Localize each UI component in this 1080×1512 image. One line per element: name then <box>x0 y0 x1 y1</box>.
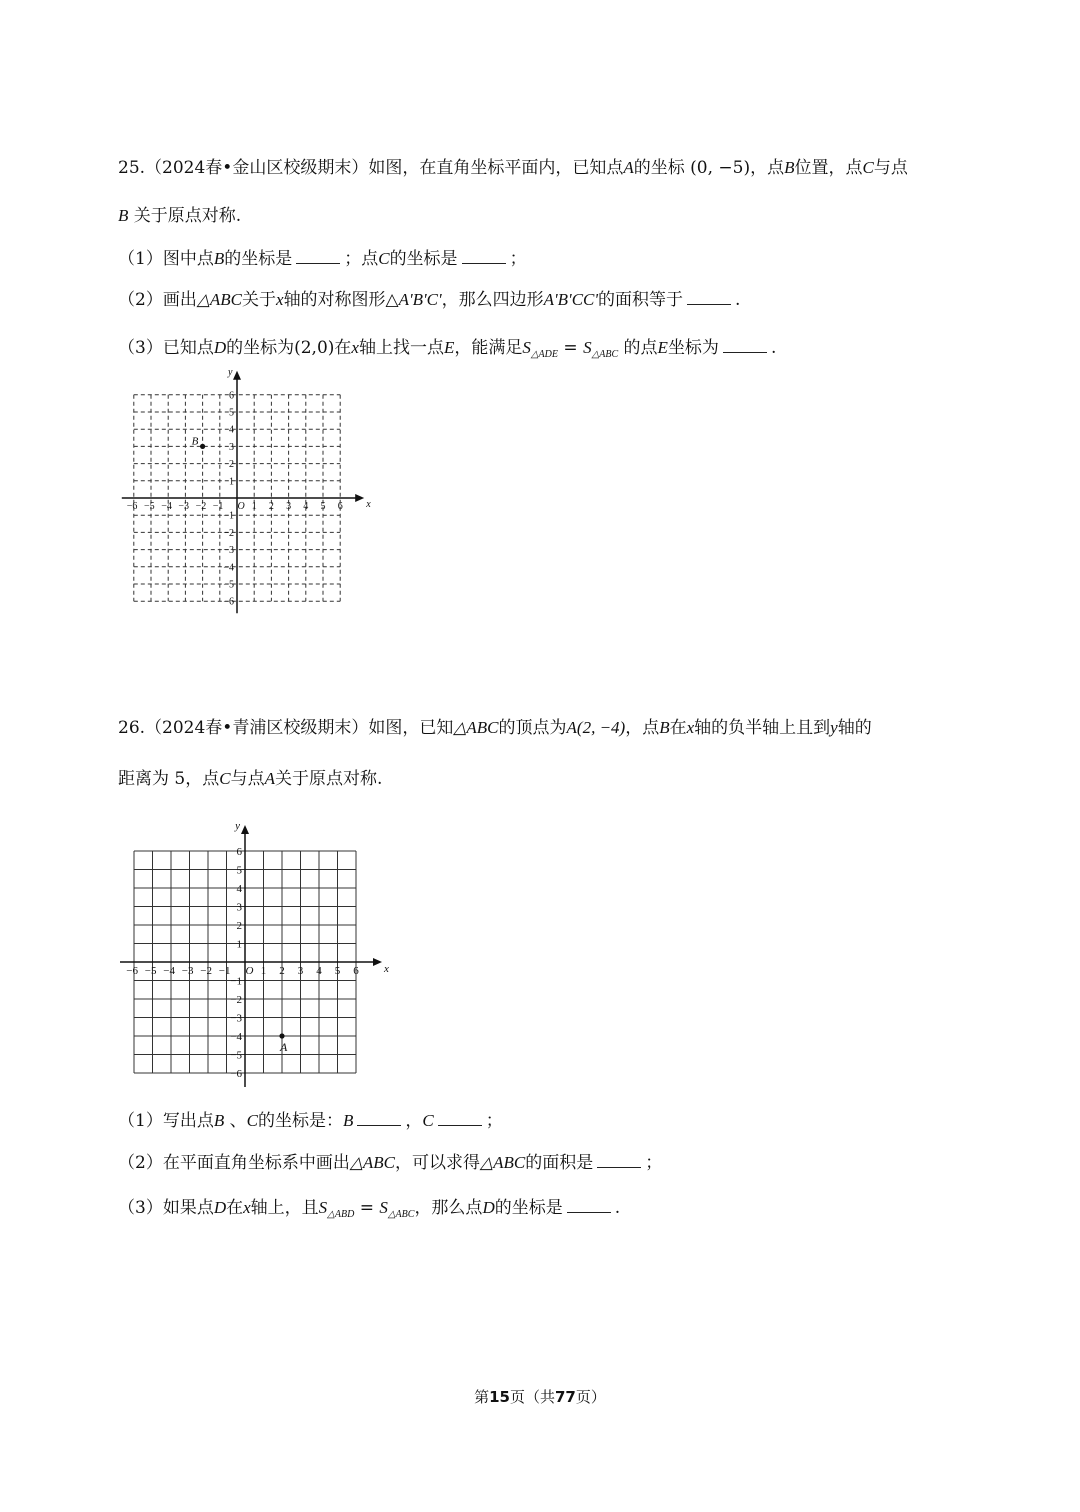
y-axis-arrow <box>241 825 249 834</box>
point-marker <box>200 444 205 449</box>
part-text: 在 <box>334 338 352 358</box>
area-subscript: △ABC <box>591 349 619 360</box>
part-text: 的点 <box>623 338 658 358</box>
q25-part-3 <box>118 336 776 367</box>
part-number: （2） <box>118 290 163 310</box>
part-text: ，可以求得 <box>395 1153 481 1173</box>
part-text: 图中点 <box>162 249 214 269</box>
x-tick-label: 3 <box>297 965 304 977</box>
part-text: 在平面直角坐标系中画出 <box>162 1153 350 1173</box>
q26-var: B <box>659 718 670 737</box>
y-tick-label: 5 <box>236 864 242 877</box>
q25-text: 如图，在直角坐标平面内，已知点 <box>368 158 624 178</box>
part-number: （3） <box>118 338 163 358</box>
y-tick-label: 2 <box>229 459 234 471</box>
q26-text: 在 <box>669 718 687 738</box>
x-tick-label: 2 <box>268 501 274 512</box>
x-tick-label: −3 <box>181 965 194 977</box>
part-var: E <box>657 338 668 357</box>
y-tick-label: 1 <box>229 476 234 488</box>
part-text: 坐标为 <box>667 338 719 358</box>
y-axis-label: y <box>228 370 233 378</box>
q26-part-1 <box>118 1109 503 1133</box>
q26-source: （2024春•青浦区校级期末） <box>145 718 369 738</box>
x-tick-label: 5 <box>334 965 341 977</box>
part-text: 的坐标是： <box>257 1111 343 1131</box>
q25-var: A <box>623 158 634 177</box>
y-tick-label: −2 <box>230 993 242 1006</box>
footer-text: 页） <box>575 1388 606 1406</box>
origin-label: O <box>237 501 245 512</box>
page-number: 15 <box>489 1388 510 1406</box>
x-tick-label: −5 <box>144 965 157 977</box>
part-text: 画出 <box>162 290 197 310</box>
q25-text: 关于原点对称. <box>133 206 242 226</box>
q25-source: （2024春•金山区校级期末） <box>145 158 369 178</box>
x-axis-label: x <box>366 499 371 510</box>
part-var: E <box>443 338 455 357</box>
q26-var: A <box>264 769 275 788</box>
x-tick-label: −4 <box>163 965 176 977</box>
page-footer <box>0 1386 1080 1407</box>
part-var: C <box>378 249 390 268</box>
x-tick-label: 1 <box>260 965 267 977</box>
q25-text: 的坐标 <box>633 158 685 178</box>
q26-var: C <box>219 769 231 788</box>
part-var: x <box>243 1198 251 1217</box>
x-tick-label: −1 <box>218 965 231 977</box>
x-tick-label: −2 <box>200 965 213 977</box>
part-number: （1） <box>118 1111 163 1131</box>
part-text: ； <box>509 249 527 269</box>
answer-blank[interactable] <box>597 1151 641 1168</box>
part-text: ；点 <box>344 249 379 269</box>
x-axis-arrow <box>355 494 364 502</box>
x-tick-label: 3 <box>286 501 292 512</box>
q26-part-3 <box>118 1196 620 1227</box>
x-tick-label: 2 <box>279 965 285 977</box>
part-var: C <box>422 1111 434 1130</box>
part-var: x <box>351 338 359 357</box>
part-text: . <box>735 290 741 310</box>
y-tick-label: 3 <box>229 441 234 453</box>
point-label: A <box>280 1040 288 1054</box>
x-axis-arrow <box>373 958 382 966</box>
answer-blank[interactable] <box>462 247 506 264</box>
q25-text: 与点 <box>873 158 908 178</box>
y-tick-label: 5 <box>229 407 234 419</box>
part-var: D <box>213 338 227 357</box>
q26-number: 26. <box>118 718 146 738</box>
area-symbol: S <box>379 1198 388 1217</box>
q25-line-1 <box>118 156 908 180</box>
part-number: （2） <box>118 1153 163 1173</box>
area-subscript: △ABC <box>387 1209 415 1220</box>
part-text: ，那么四边形 <box>441 290 544 310</box>
y-tick-label: −1 <box>230 975 242 988</box>
answer-blank[interactable] <box>723 336 767 353</box>
part-text: 如果点 <box>162 1198 214 1218</box>
x-tick-label: 4 <box>303 501 309 512</box>
point-marker <box>279 1033 284 1038</box>
x-tick-label: −5 <box>144 501 155 512</box>
y-tick-label: −3 <box>230 1012 242 1025</box>
part-text: ，能满足 <box>454 338 523 358</box>
area-symbol: S <box>583 338 592 357</box>
answer-blank[interactable] <box>357 1109 401 1126</box>
q25-var: C <box>862 158 874 177</box>
q26-text: 轴的 <box>837 718 872 738</box>
part-var: C <box>246 1111 258 1130</box>
part-text: 轴的对称图形△ <box>283 290 399 310</box>
q25-var: B <box>784 158 795 177</box>
footer-text: 页（共 <box>509 1388 555 1406</box>
part-var: B <box>342 1111 354 1130</box>
q26-text: 轴的负半轴上且到 <box>694 718 831 738</box>
q25-text: 位置，点 <box>794 158 863 178</box>
answer-blank[interactable] <box>687 288 731 305</box>
x-tick-label: −6 <box>126 501 138 512</box>
x-tick-label: 1 <box>251 501 257 512</box>
x-tick-label: −3 <box>178 501 190 512</box>
x-tick-label: 6 <box>337 501 343 512</box>
part-text: ； <box>485 1111 503 1131</box>
y-axis-arrow <box>233 371 241 380</box>
part-text: 关于 <box>242 290 277 310</box>
q25-text: ，点 <box>750 158 785 178</box>
part-text: 轴上，且 <box>250 1198 319 1218</box>
y-tick-label: −5 <box>223 579 234 591</box>
x-tick-label: −4 <box>161 501 172 512</box>
y-tick-label: 4 <box>229 424 234 436</box>
answer-blank[interactable] <box>296 247 340 264</box>
part-text: 在 <box>226 1198 244 1218</box>
y-tick-label: −3 <box>223 545 234 557</box>
q26-text: 的顶点为 <box>498 718 567 738</box>
q26-line-1 <box>118 716 872 740</box>
part-var: B <box>213 1111 225 1130</box>
q26-line-2 <box>118 767 382 791</box>
y-tick-label: −1 <box>223 510 234 522</box>
part-var: △ABC <box>196 290 243 309</box>
part-text: 的面积等于 <box>598 290 684 310</box>
area-symbol: S <box>318 1198 328 1217</box>
y-tick-label: −5 <box>230 1049 242 1062</box>
part-var: A'B'C' <box>398 290 442 309</box>
y-tick-label: −6 <box>230 1067 242 1080</box>
part-text: 的坐标是 <box>224 249 293 269</box>
part-text: ； <box>645 1153 663 1173</box>
part-text: 的面积是 <box>525 1153 594 1173</box>
part-text: 、 <box>229 1111 247 1131</box>
q26-var: x <box>686 718 695 737</box>
x-tick-label: −6 <box>126 965 139 977</box>
q25-var: B <box>118 206 129 225</box>
y-tick-label: 2 <box>236 919 242 932</box>
y-tick-label: 6 <box>236 845 242 858</box>
q26-var: y <box>830 718 838 737</box>
part-number: （1） <box>118 249 163 269</box>
y-tick-label: −4 <box>230 1030 242 1043</box>
part-text: 写出点 <box>162 1111 214 1131</box>
y-tick-label: 1 <box>236 938 242 951</box>
y-tick-label: 3 <box>236 901 242 914</box>
x-tick-label: −1 <box>212 501 224 512</box>
x-axis-label: x <box>384 962 389 975</box>
page-total: 77 <box>555 1388 576 1406</box>
answer-blank[interactable] <box>438 1109 482 1126</box>
footer-text: 第 <box>474 1388 490 1406</box>
y-tick-label: −2 <box>223 527 234 539</box>
part-text: 的坐标为 <box>226 338 295 358</box>
equals: = <box>359 1198 374 1218</box>
q25-coordinate-grid <box>110 370 380 630</box>
part-var: D <box>213 1198 227 1217</box>
q26-text: 与点 <box>230 769 265 789</box>
q26-coordinate-grid <box>110 805 400 1095</box>
part-text: . <box>770 338 777 358</box>
y-tick-label: 4 <box>236 882 242 895</box>
part-text: 的坐标是 <box>389 249 458 269</box>
y-tick-label: −6 <box>223 596 234 608</box>
part-var: △ABC <box>480 1153 526 1172</box>
q26-text: 距离为 5，点 <box>118 769 220 789</box>
q26-text: ，点 <box>625 718 660 738</box>
q26-var: △ABC <box>453 718 499 737</box>
answer-blank[interactable] <box>567 1196 611 1213</box>
q25-line-2 <box>118 204 241 228</box>
part-var: B <box>213 249 225 268</box>
y-axis-label: y <box>235 820 240 832</box>
area-subscript: △ADE <box>530 349 558 360</box>
part-number: （3） <box>118 1198 163 1218</box>
part-coord: (2,0) <box>294 338 335 358</box>
part-var: △ABC <box>349 1153 396 1172</box>
part-text: ，那么点 <box>414 1198 483 1218</box>
part-text: 轴上找一点 <box>358 338 444 358</box>
part-var: x <box>276 290 284 309</box>
part-text: 已知点 <box>162 338 214 358</box>
q25-number: 25. <box>118 158 146 178</box>
part-var: D <box>482 1198 495 1217</box>
part-text: . <box>614 1198 621 1218</box>
q26-text: 如图，已知 <box>368 718 454 738</box>
q26-part-2 <box>118 1151 662 1175</box>
y-tick-label: −4 <box>223 562 234 574</box>
y-tick-label: 6 <box>229 390 234 402</box>
q25-coord: (0, −5) <box>690 158 751 178</box>
x-tick-label: 4 <box>316 965 322 977</box>
q26-coord: A(2, −4) <box>566 718 626 737</box>
equals: = <box>563 338 578 358</box>
part-text: ， <box>405 1111 423 1131</box>
area-symbol: S <box>522 338 531 357</box>
q25-part-1 <box>118 247 527 271</box>
x-tick-label: −2 <box>195 501 207 512</box>
part-text: 的坐标是 <box>494 1198 563 1218</box>
x-tick-label: 6 <box>353 965 359 977</box>
x-tick-label: 5 <box>320 501 326 512</box>
q25-part-2 <box>118 288 740 312</box>
part-var: A'B'CC' <box>543 290 599 309</box>
point-label: B <box>191 435 199 448</box>
q26-text: 关于原点对称. <box>274 769 383 789</box>
origin-label: O <box>245 965 254 977</box>
area-subscript: △ABD <box>327 1209 355 1220</box>
